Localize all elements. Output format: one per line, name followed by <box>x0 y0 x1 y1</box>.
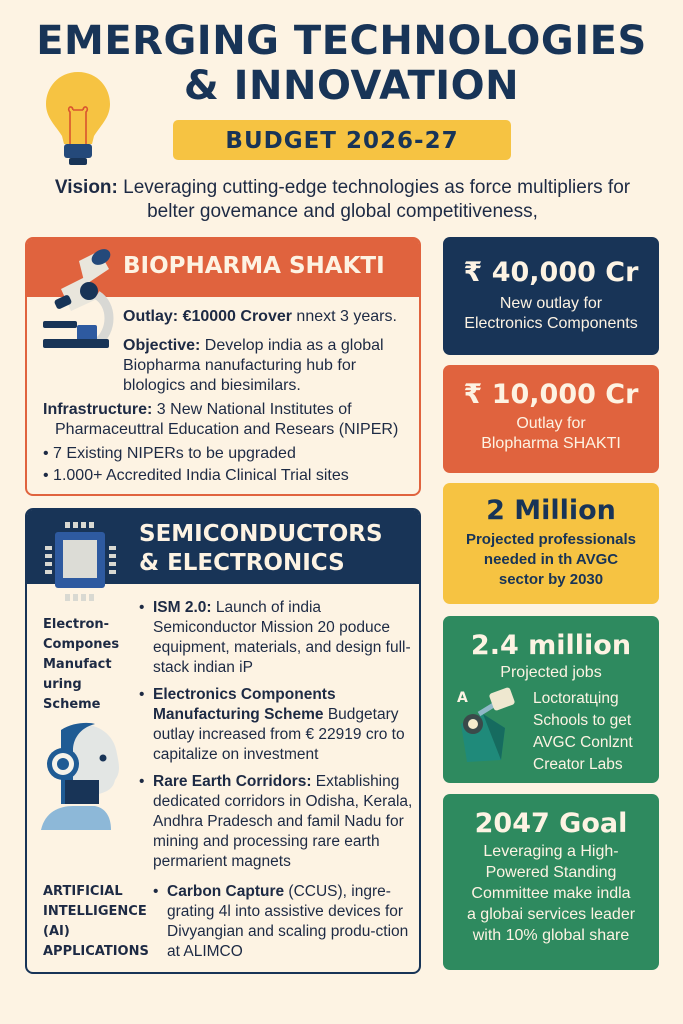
stat-caption: sector by 2030 <box>498 571 604 588</box>
ai-robot-head-icon <box>39 720 124 835</box>
item-text: Extablishing dedicated corridors in Odisha, Kerala, Andhra Pradesch and famil Nadu for mining and processing rare earth permarient magnets <box>153 773 413 870</box>
stat-value: 2 Million <box>486 495 616 526</box>
item-label: Carbon Capture <box>167 883 285 900</box>
icon-label: A <box>457 690 468 706</box>
stat-caption: a globai services leader <box>466 906 636 923</box>
infrastructure-line-1: 3 New National Institutes of <box>152 401 352 418</box>
vision-statement <box>30 176 655 224</box>
item-label: Rare Earth Corridors: <box>153 773 312 790</box>
biopharma-objective <box>123 336 418 396</box>
stat-caption: with 10% global share <box>472 927 630 944</box>
item-text: Launch of india Semiconductor Mission 20 poduce equipment, materials, and design full-stack indian iP <box>153 599 411 676</box>
biopharma-card <box>25 237 421 496</box>
biopharma-title: BIOPHARMA SHAKTI <box>123 253 385 279</box>
side-label-line: Scheme <box>43 697 101 712</box>
stat-caption: Projected jobs <box>500 664 602 681</box>
stat-caption: needed in th AVGC <box>483 551 619 568</box>
lightbulb-icon <box>42 70 114 170</box>
bullet: • <box>139 686 145 703</box>
page-title-line-2: & INNOVATION <box>183 63 520 109</box>
vision-text: Leveraging cutting-edge technologies as force multipliers for belter govemance and global competitiveness, <box>117 177 631 222</box>
stat-caption: Leveraging a High- <box>483 843 619 860</box>
semiconductors-title-line-2: & ELECTRONICS <box>139 550 345 576</box>
stat-body <box>533 688 633 776</box>
semiconductors-title-line-1: SEMICONDUCTORS <box>139 521 383 547</box>
bullet: • <box>153 883 159 900</box>
stat-caption: Electronics Components <box>464 315 638 332</box>
infrastructure-line-2: Pharmaceuttral Education and Resears (NIPER) <box>55 421 399 438</box>
stat-value: ₹ 10,000 Cr <box>463 379 639 410</box>
biopharma-outlay <box>123 307 397 327</box>
stat-avgc-professionals <box>443 483 659 604</box>
stat-caption: Outlay for <box>516 415 586 432</box>
stat-body-line: Loctoratцing <box>533 690 619 707</box>
stat-body-line: Creator Labs <box>533 756 623 773</box>
stat-value: 2.4 million <box>470 630 632 661</box>
list-item: • 7 Existing NIPERs to be upgraded <box>43 445 296 462</box>
side-label-line: Compones <box>43 637 120 652</box>
objective-label: Objective: <box>123 337 201 354</box>
semiconductors-title <box>139 520 383 578</box>
stat-caption: New outlay for <box>499 295 603 312</box>
stat-caption: Committee make indla <box>471 885 631 902</box>
budget-badge: BUDGET 2026-27 <box>173 120 511 160</box>
outlay-label: Outlay: €10000 Crover <box>123 308 292 325</box>
semiconductors-card <box>25 508 421 974</box>
page-title-line-1: EMERGING TECHNOLOGIES <box>36 18 647 64</box>
microchip-icon <box>41 522 121 602</box>
stat-electronics-outlay <box>443 237 659 355</box>
side-label-line: ARTIFICIAL <box>43 884 123 899</box>
stat-body-line: AVGC Conlznt <box>533 734 633 751</box>
stat-body-line: Schools to get <box>533 712 632 729</box>
bullet: • <box>139 599 145 616</box>
list-item-rare-earth <box>139 772 423 872</box>
infrastructure-label: Infrastructure: <box>43 401 153 418</box>
stat-value: 2047 Goal <box>474 808 628 839</box>
list-item-ism <box>139 598 418 678</box>
stat-caption: Powered Standing <box>485 864 617 881</box>
stat-projected-jobs <box>443 616 659 783</box>
stat-biopharma-outlay <box>443 365 659 473</box>
list-item-carbon-capture <box>153 882 417 962</box>
side-label-ai-applications <box>43 882 153 962</box>
side-label-electronics-scheme <box>43 615 133 715</box>
vision-label: Vision: <box>54 177 118 198</box>
bullet: • <box>139 773 145 790</box>
side-label-line: (AI) <box>43 924 70 939</box>
microscope-icon <box>39 247 119 357</box>
list-item: • 1.000+ Accredited India Clinical Trial sites <box>43 467 349 484</box>
list-item-ecms <box>139 685 423 765</box>
item-text: (CCUS), ingre-grating 4l into assistive devices for Divyangian and scaling produ-ction at ALIMCO <box>167 883 409 960</box>
stat-caption: Projected professionals <box>465 531 637 548</box>
outlay-text: nnext 3 years. <box>291 308 397 325</box>
item-label: Electronics Components Manufacturing Scheme <box>153 686 336 723</box>
biopharma-infrastructure <box>43 400 413 440</box>
stat-value: ₹ 40,000 Cr <box>463 257 639 288</box>
item-text: Budgetary outlay increased from € 22919 cro to capitalize on investment <box>153 706 405 763</box>
content-lab-camera-icon <box>453 684 533 764</box>
side-label-line: APPLICATIONS <box>43 944 149 959</box>
side-label-line: Electron- <box>43 617 110 632</box>
biopharma-bullets <box>43 444 413 488</box>
side-label-line: INTELLIGENCE <box>43 904 147 919</box>
stat-2047-goal <box>443 794 659 970</box>
objective-text: Develop india as a global Biopharma nanufacturing hub for blologics and biesimilars. <box>123 337 384 394</box>
stat-caption: Blopharma SHAKTI <box>481 435 621 452</box>
item-label: ISM 2.0: <box>153 599 212 616</box>
side-label-line: Manufact <box>43 657 112 672</box>
side-label-line: uring <box>43 677 82 692</box>
